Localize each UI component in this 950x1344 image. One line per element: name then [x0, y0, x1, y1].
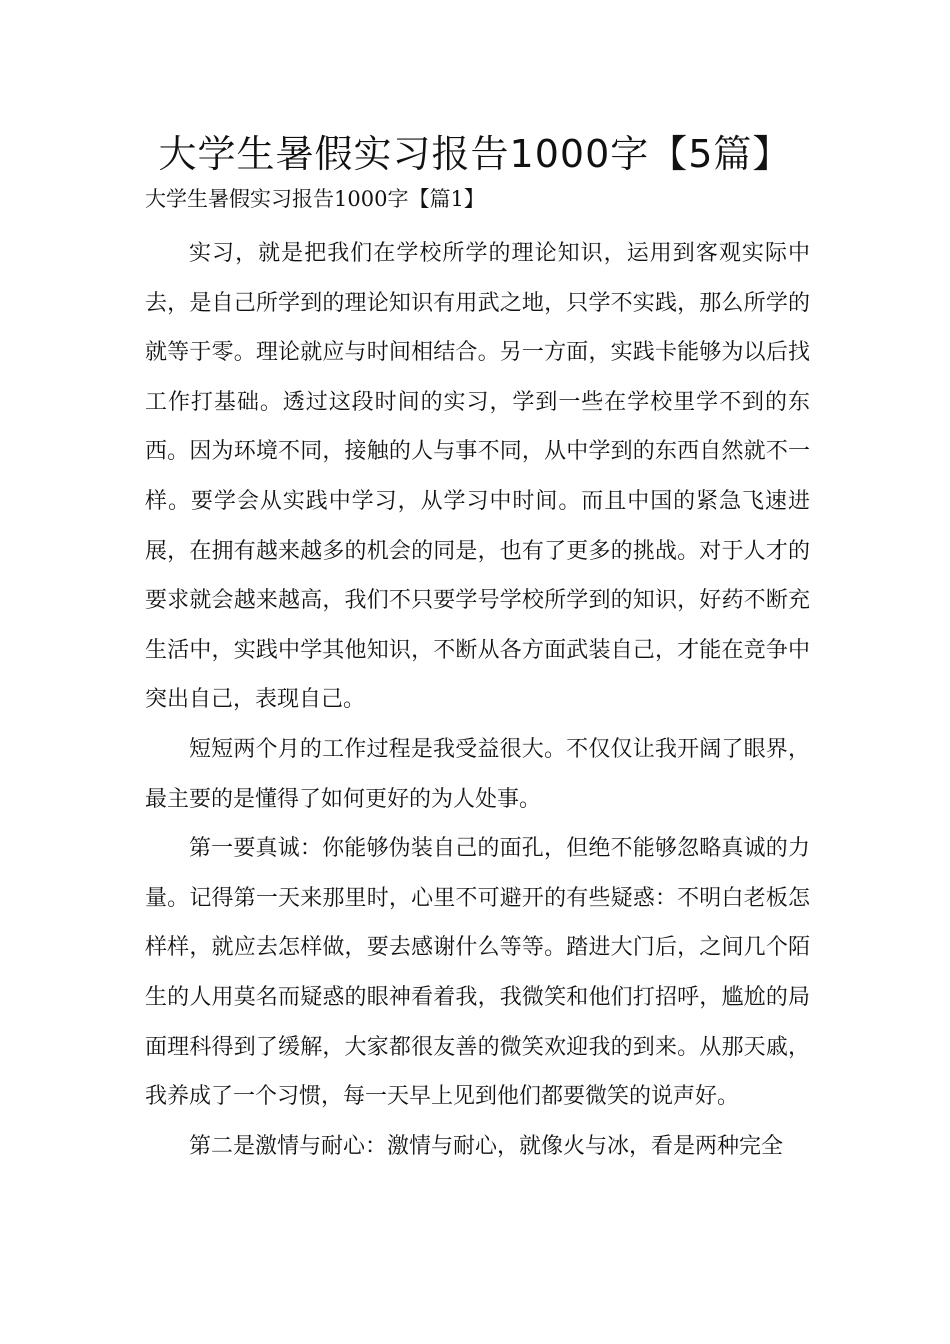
section-heading: 大学生暑假实习报告1000字【篇1】: [145, 187, 485, 211]
paragraph-4: 第二是激情与耐心：激情与耐心，就像火与冰，看是两种完全: [189, 1133, 784, 1159]
paragraph-2: 短短两个月的工作过程是我受益很大。不仅仅让我开阔了眼界，最主要的是懂得了如何更好的为人处事。: [145, 736, 810, 812]
document-title: 大学生暑假实习报告1000字【5篇】: [158, 132, 792, 176]
paragraph-1: 实习，就是把我们在学校所学的理论知识，运用到客观实际中去，是自己所学到的理论知识有用武之地，只学不实践，那么所学的就等于零。理论就应与时间相结合。另一方面，实践卡能够为以后找工作打基础。透过这段时间的实习，学到一些在学校里学不到的东西。因为环境不同，接触的人与事不同，从中学到的东西自然就不一样。要学会从实践中学习，从学习中时间。而且中国的紧急飞速进展，在拥有越来越多的机会的同是，也有了更多的挑战。对于人才的要求就会越来越高，我们不只要学号学校所学到的知识，好药不断充生活中，实践中学其他知识，不断从各方面武装自己，才能在竞争中突出自己，表现自己。: [145, 241, 810, 713]
document-body: [145, 229, 810, 1171]
paragraph-3: 第一要真诚：你能够伪装自己的面孔，但绝不能够忽略真诚的力量。记得第一天来那里时，心里不可避开的有些疑惑：不明白老板怎样样，就应去怎样做，要去感谢什么等等。踏进大门后，之间几个陌生的人用莫名而疑惑的眼神看着我，我微笑和他们打招呼，尴尬的局面理科得到了缓解，大家都很友善的微笑欢迎我的到来。从那天戚，我养成了一个习惯，每一天早上见到他们都要微笑的说声好。: [145, 836, 810, 1110]
